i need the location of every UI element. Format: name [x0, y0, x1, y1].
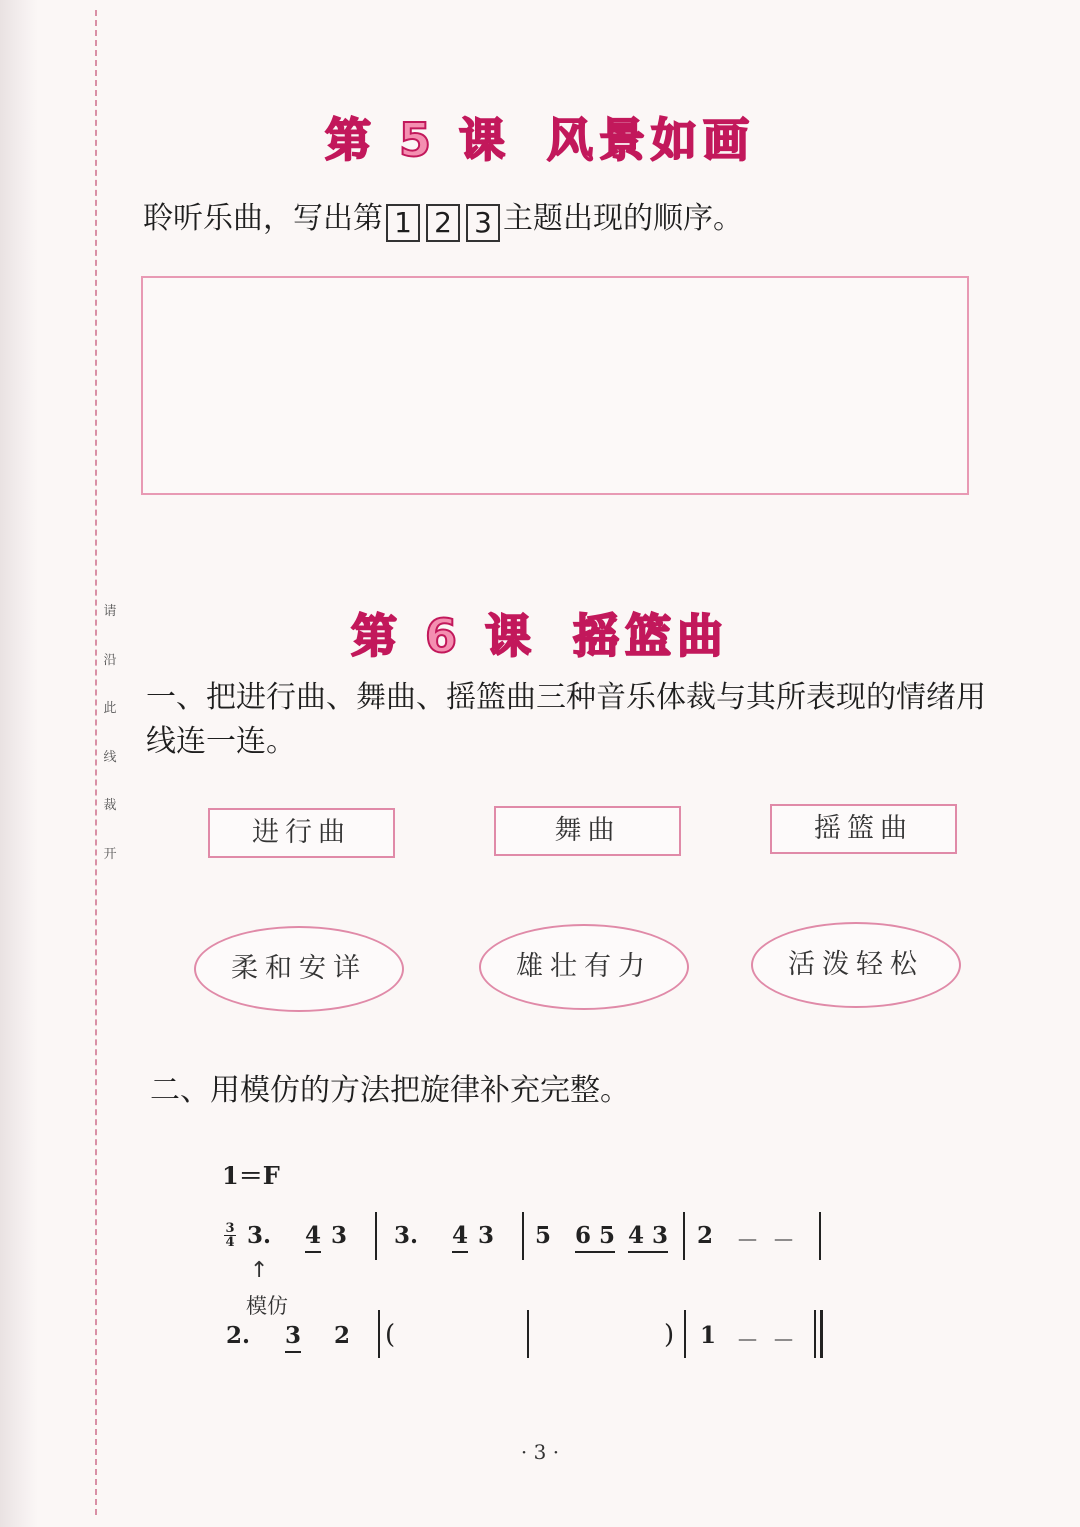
- lesson6-title: [0, 600, 1080, 666]
- note: 6 5: [575, 1222, 615, 1253]
- note: 3.: [247, 1222, 272, 1249]
- genre-march[interactable]: 进行曲: [208, 808, 395, 858]
- note: 3: [331, 1222, 348, 1249]
- page-number: · 3 ·: [520, 1440, 560, 1464]
- barline: [684, 1310, 686, 1358]
- time-signature-bottom: 4: [225, 1235, 235, 1250]
- note: 3.: [394, 1222, 419, 1249]
- note: 2: [697, 1222, 714, 1249]
- paren-close: ): [664, 1320, 675, 1350]
- cut-char: 沿: [103, 652, 117, 668]
- theme-box-2: 2: [426, 204, 460, 242]
- barline: [378, 1310, 380, 1358]
- lesson6-number: 第 6 课: [350, 609, 538, 663]
- lesson5-title: [0, 104, 1080, 170]
- paren-open: (: [385, 1320, 396, 1350]
- lesson5-name: 风景如画: [547, 113, 756, 167]
- cut-char: 开: [103, 846, 117, 862]
- barline: [522, 1212, 524, 1260]
- cut-char: 此: [103, 701, 117, 716]
- arrow-icon: ↑: [250, 1258, 269, 1283]
- key-signature: 1＝F: [222, 1161, 280, 1190]
- lesson5-question: [143, 193, 743, 242]
- lesson6-name: 摇篮曲: [573, 609, 730, 663]
- note: 5: [535, 1222, 552, 1249]
- genre-dance[interactable]: 舞曲: [494, 806, 681, 856]
- theme-box-1: 1: [386, 204, 420, 242]
- lesson5-number: 第 5 课: [324, 113, 512, 167]
- lesson6-question-1: 一、把进行曲、舞曲、摇篮曲三种音乐体裁与其所表现的情绪用线连一连。: [146, 680, 986, 759]
- note: 3: [285, 1322, 301, 1353]
- final-barline-thin: [814, 1310, 816, 1358]
- question-suffix: 主题出现的顺序。: [503, 201, 743, 236]
- mood-majestic[interactable]: 雄壮有力: [479, 924, 689, 1010]
- imitate-label: 模仿: [246, 1294, 288, 1318]
- barline: [375, 1212, 377, 1260]
- note: 2.: [226, 1322, 251, 1349]
- cut-char: 线: [103, 749, 117, 765]
- mood-lively[interactable]: 活泼轻松: [751, 922, 961, 1008]
- cut-char: 裁: [103, 798, 117, 813]
- genre-lullaby[interactable]: 摇篮曲: [770, 804, 957, 854]
- note: 3: [478, 1222, 495, 1249]
- dash: －: [736, 1228, 759, 1254]
- barline: [527, 1310, 529, 1358]
- time-signature-top: 3: [225, 1221, 235, 1236]
- dash: －: [772, 1228, 795, 1254]
- note: 4: [452, 1222, 468, 1253]
- dash: －: [736, 1328, 759, 1354]
- lesson6-question-2: 二、用模仿的方法把旋律补充完整。: [150, 1073, 630, 1108]
- barline: [683, 1212, 685, 1260]
- answer-box[interactable]: [141, 276, 969, 495]
- note: 2: [334, 1322, 351, 1349]
- note: 1: [700, 1322, 717, 1349]
- cut-line: [95, 10, 97, 1515]
- final-barline-thick: [820, 1310, 823, 1358]
- dash: －: [772, 1328, 795, 1354]
- page-edge: [0, 0, 38, 1527]
- theme-box-3: 3: [466, 204, 500, 242]
- note: 4 3: [628, 1222, 668, 1253]
- barline: [819, 1212, 821, 1260]
- mood-gentle[interactable]: 柔和安详: [194, 926, 404, 1012]
- question-prefix: 聆听乐曲，写出第: [143, 201, 383, 236]
- cut-char: 请: [103, 604, 117, 619]
- time-signature: [224, 1222, 236, 1249]
- note: 4: [305, 1222, 321, 1253]
